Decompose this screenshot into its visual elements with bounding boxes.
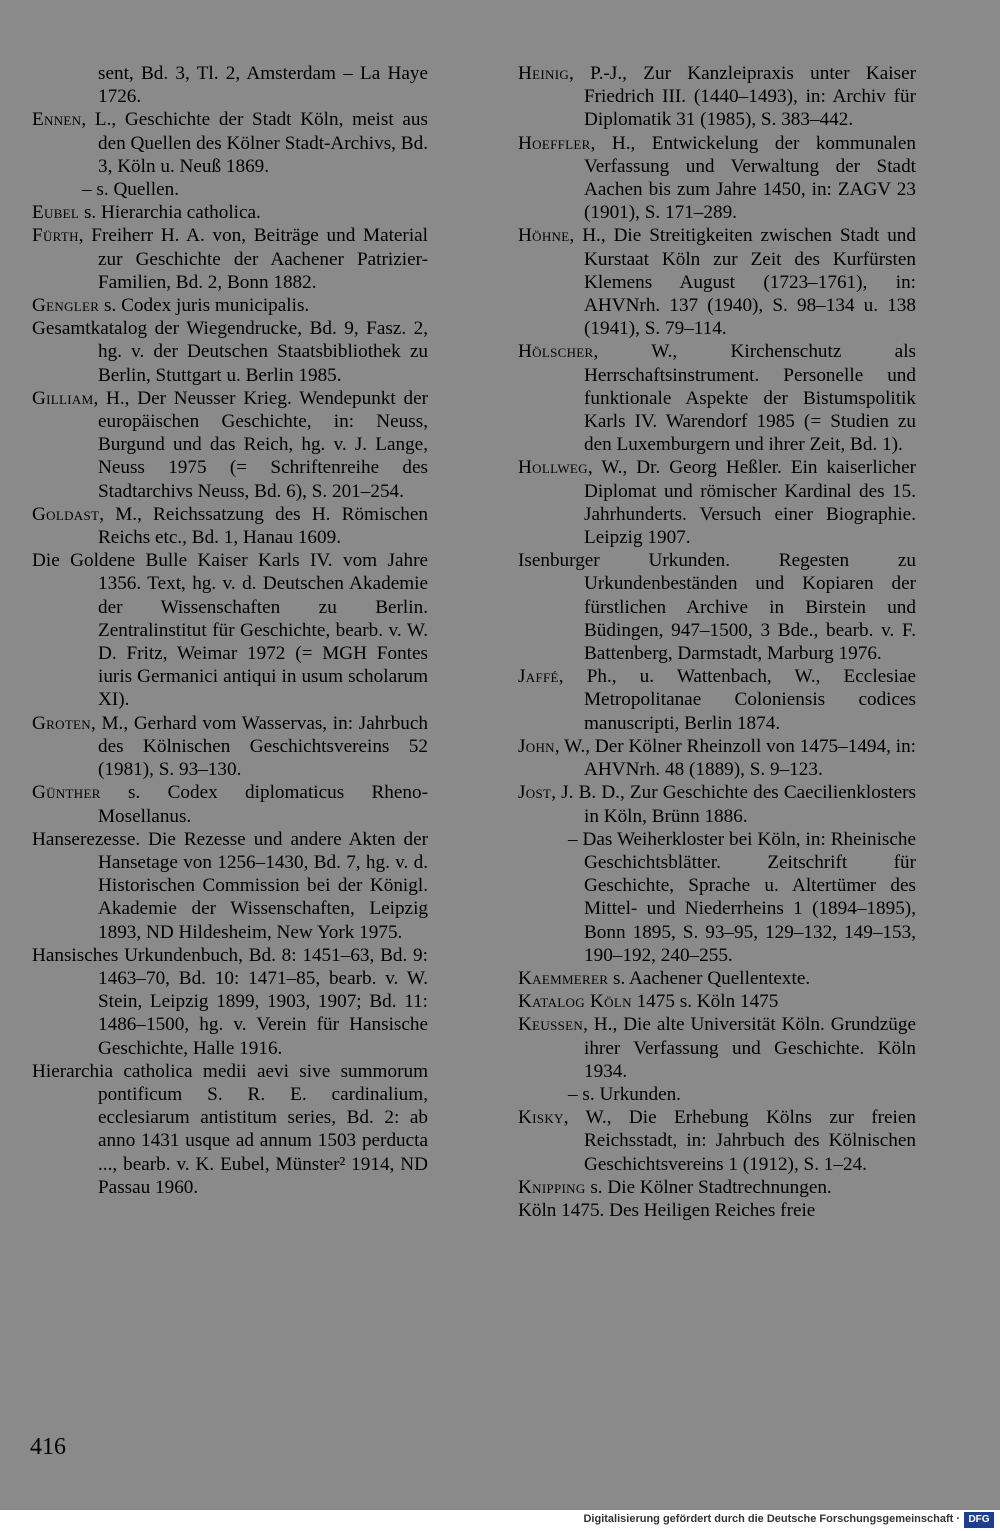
bibliography-entry xyxy=(32,224,428,294)
entry-text: , H., Die Streitigkeiten zwischen Stadt und Kurstaat Köln zur Zeit des Kurfürsten Klemens August (1723–1761), in: AHVNrh. 137 (1940), S. 98–134 u. 138 (1941), S. 79–114. xyxy=(569,225,916,340)
entry-text: , Ph., u. Wattenbach, W., Ecclesiae Metropolitanae Coloniensis codices manuscripti, Berlin 1874. xyxy=(558,666,916,734)
page-number: 416 xyxy=(30,1434,66,1460)
entry-author: Knipping xyxy=(518,1176,586,1198)
entry-author: Hoeffler xyxy=(518,132,591,154)
footer-bar xyxy=(0,1510,1000,1531)
bibliography-entry xyxy=(32,317,428,387)
entry-text: , W., Der Kölner Rheinzoll von 1475–1494, in: AHVNrh. 48 (1889), S. 9–123. xyxy=(554,735,916,781)
entry-text: , H., Entwickelung der kommunalen Verfassung und Verwaltung der Stadt Aachen bis zum Jahre 1450, in: ZAGV 23 (1901), S. 171–289. xyxy=(584,132,916,224)
entry-author: John xyxy=(518,735,555,757)
bibliography-entry xyxy=(518,224,916,340)
bibliography-entry xyxy=(518,549,916,665)
entry-text: , H., Der Neusser Krieg. Wendepunkt der europäischen Geschichte, in: Neuss, Burgund und das Reich, hg. v. J. Lange, Neuss 1975 (= Schriftenreihe des Stadtarchivs Neuss, Bd. 6), S. 201–254. xyxy=(93,387,428,502)
entry-text: Isenburger Urkunden. Regesten zu Urkundenbeständen und Kopiaren der fürstlichen Archive in Birstein und Büdingen, 947–1500, 3 Bde., bearb. v. F. Battenberg, Darmstadt, Marburg 1976. xyxy=(518,550,916,665)
right-column xyxy=(518,62,916,1222)
bibliography-entry xyxy=(518,735,916,781)
entry-author: Goldast xyxy=(32,503,100,525)
entry-author: Heinig xyxy=(518,63,570,84)
entry-text: , Freiherr H. A. von, Beiträge und Material zur Geschichte der Aachener Patrizier-Familien, Bd. 2, Bonn 1882. xyxy=(78,225,428,293)
entry-author: Kaemmerer xyxy=(518,967,609,989)
entry-text: s. Die Kölner Stadtrechnungen. xyxy=(585,1176,832,1198)
bibliography-entry xyxy=(518,1199,916,1222)
bibliography-entry xyxy=(32,944,428,1060)
entry-text: s. Codex diplomaticus Rheno-Mosellanus. xyxy=(98,782,428,827)
entry-text: , M., Reichssatzung des H. Römischen Reichs etc., Bd. 1, Hanau 1609. xyxy=(98,503,428,549)
bibliography-entry xyxy=(32,201,428,224)
entry-text: s. Hierarchia catholica. xyxy=(79,202,261,224)
entry-author: Jaffé xyxy=(518,666,559,688)
entry-author: Kisky xyxy=(518,1107,564,1129)
entry-text: , M., Gerhard vom Wasservas, in: Jahrbuch des Kölnischen Geschichtsvereins 52 (1981), S. 93–130. xyxy=(91,712,428,781)
entry-text: Gesamtkatalog der Wiegendrucke, Bd. 9, Fasz. 2, hg. v. der Deutschen Staatsbibliothek zu Berlin, Stuttgart u. Berlin 1985. xyxy=(32,318,428,386)
bibliography-entry xyxy=(32,294,428,317)
entry-text: , L., Geschichte der Stadt Köln, meist aus den Quellen des Kölner Stadt-Archivs, Bd. 3, Köln u. Neuß 1869. xyxy=(81,109,428,177)
entry-text: Hanserezesse. Die Rezesse und andere Akten der Hansetage von 1256–1430, Bd. 7, hg. v. d. Historischen Commission bei der Königl. Akademie der Wissenschaften, Leipzig 1893, ND Hildesheim, New York 1975. xyxy=(32,828,428,943)
bibliography-entry xyxy=(518,1176,916,1199)
bibliography-subentry xyxy=(518,1083,916,1106)
entry-text: , W., Kirchenschutz als Herrschaftsinstrument. Personelle und funktionale Aspekte der Bistumspolitik Karls IV. Warendorf 1985 (= Studien zu den Luxemburgern und ihrer Zeit, Bd. 1). xyxy=(584,341,916,456)
entry-author: Fürth xyxy=(32,225,79,247)
entry-author: Günther xyxy=(32,782,101,804)
bibliography-entry xyxy=(32,387,428,503)
entry-text: Die Goldene Bulle Kaiser Karls IV. vom Jahre 1356. Text, hg. v. d. Deutschen Akademie der Wissenschaften zu Berlin. Zentralinstitut für Geschichte, bearb. v. W. D. Fritz, Weimar 1972 (= MGH Fontes iuris Germanici antiqui in usum scholarum XI). xyxy=(32,550,428,711)
entry-text: 1475 s. Köln 1475 xyxy=(631,991,779,1013)
bibliography-entry xyxy=(518,1106,916,1176)
entry-author: Eubel xyxy=(32,202,80,224)
bibliography-subentry xyxy=(32,178,428,201)
bibliography-entry xyxy=(32,549,428,711)
entry-text: , W., Dr. Georg Heßler. Ein kaiserlicher Diplomat und römischer Kardinal des 15. Jahrhunderts. Versuch einer Biographie. Leipzig 1907. xyxy=(584,457,916,549)
bibliography-entry xyxy=(518,1013,916,1083)
bibliography-entry xyxy=(518,990,916,1013)
entry-author: Gengler xyxy=(32,295,100,317)
bibliography-entry xyxy=(32,1060,428,1199)
entry-author: Groten xyxy=(32,712,91,734)
entry-text: Köln 1475. Des Heiligen Reiches freie xyxy=(518,1199,816,1221)
entry-author: Hollweg xyxy=(518,457,588,479)
entry-text: – s. Urkunden. xyxy=(568,1083,681,1105)
bibliography-entry xyxy=(518,340,916,456)
entry-text: s. Aachener Quellentexte. xyxy=(608,967,811,989)
entry-author: Katalog Köln xyxy=(518,991,632,1013)
entry-text: , W., Die Erhebung Kölns zur freien Reichsstadt, in: Jahrbuch des Kölnischen Geschichtsvereins 1 (1912), S. 1–24. xyxy=(563,1107,916,1175)
bibliography-entry xyxy=(518,132,916,225)
bibliography-entry xyxy=(518,665,916,735)
entry-text: – Das Weiherkloster bei Köln, in: Rheinische Geschichtsblätter. Zeitschrift für Geschichte, Sprache u. Altertümer des Mittel- und Niederrheins 1 (1894–1895), Bonn 1895, S. 93–95, 129–132, 149–153, 190–192, 240–255. xyxy=(568,828,916,966)
bibliography-entry xyxy=(32,62,428,108)
left-column xyxy=(32,62,428,1199)
bibliography-entry xyxy=(518,781,916,827)
bibliography-entry xyxy=(518,967,916,990)
entry-author: Höhne xyxy=(518,225,570,247)
entry-author: Hölscher xyxy=(518,341,594,363)
bibliography-subentry xyxy=(518,828,916,967)
entry-text: Hierarchia catholica medii aevi sive summorum pontificum S. R. E. cardinalium, ecclesiarum antistitum series, Bd. 2: ab anno 1431 usque ad annum 1503 perducta ..., bearb. v. K. Eubel, Münster² 1914, ND Passau 1960. xyxy=(32,1060,428,1198)
entry-text: , J. B. D., Zur Geschichte des Caecilienklosters in Köln, Brünn 1886. xyxy=(551,782,916,827)
entry-author: Jost xyxy=(518,782,552,804)
entry-text: s. Codex juris municipalis. xyxy=(99,295,310,317)
bibliography-entry xyxy=(32,503,428,549)
entry-text: – s. Quellen. xyxy=(82,179,179,201)
bibliography-entry xyxy=(518,62,916,132)
entry-text: Hansisches Urkundenbuch, Bd. 8: 1451–63, Bd. 9: 1463–70, Bd. 10: 1471–85, bearb. v. W. Stein, Leipzig 1899, 1903, 1907; Bd. 11: 1486–1500, hg. v. Verein für Hansische Geschichte, Halle 1916. xyxy=(32,944,428,1059)
entry-author: Gilliam xyxy=(32,387,94,409)
bibliography-entry xyxy=(32,108,428,178)
entry-author: Keussen xyxy=(518,1014,584,1036)
footer-credit: Digitalisierung gefördert durch die Deutsche Forschungsgemeinschaft · xyxy=(583,1513,960,1525)
dfg-logo: DFG xyxy=(964,1512,994,1528)
bibliography-entry xyxy=(32,712,428,782)
entry-text: , P.-J., Zur Kanzleipraxis unter Kaiser Friedrich III. (1440–1493), in: Archiv für Diplomatik 31 (1985), S. 383–442. xyxy=(569,63,916,131)
bibliography-entry xyxy=(32,828,428,944)
bibliography-entry xyxy=(518,456,916,549)
entry-author: Ennen xyxy=(32,109,82,131)
bibliography-entry xyxy=(32,781,428,827)
entry-text: sent, Bd. 3, Tl. 2, Amsterdam – La Haye 1726. xyxy=(98,63,428,108)
entry-text: , H., Die alte Universität Köln. Grundzüge ihrer Verfassung und Geschichte. Köln 1934. xyxy=(583,1014,916,1082)
